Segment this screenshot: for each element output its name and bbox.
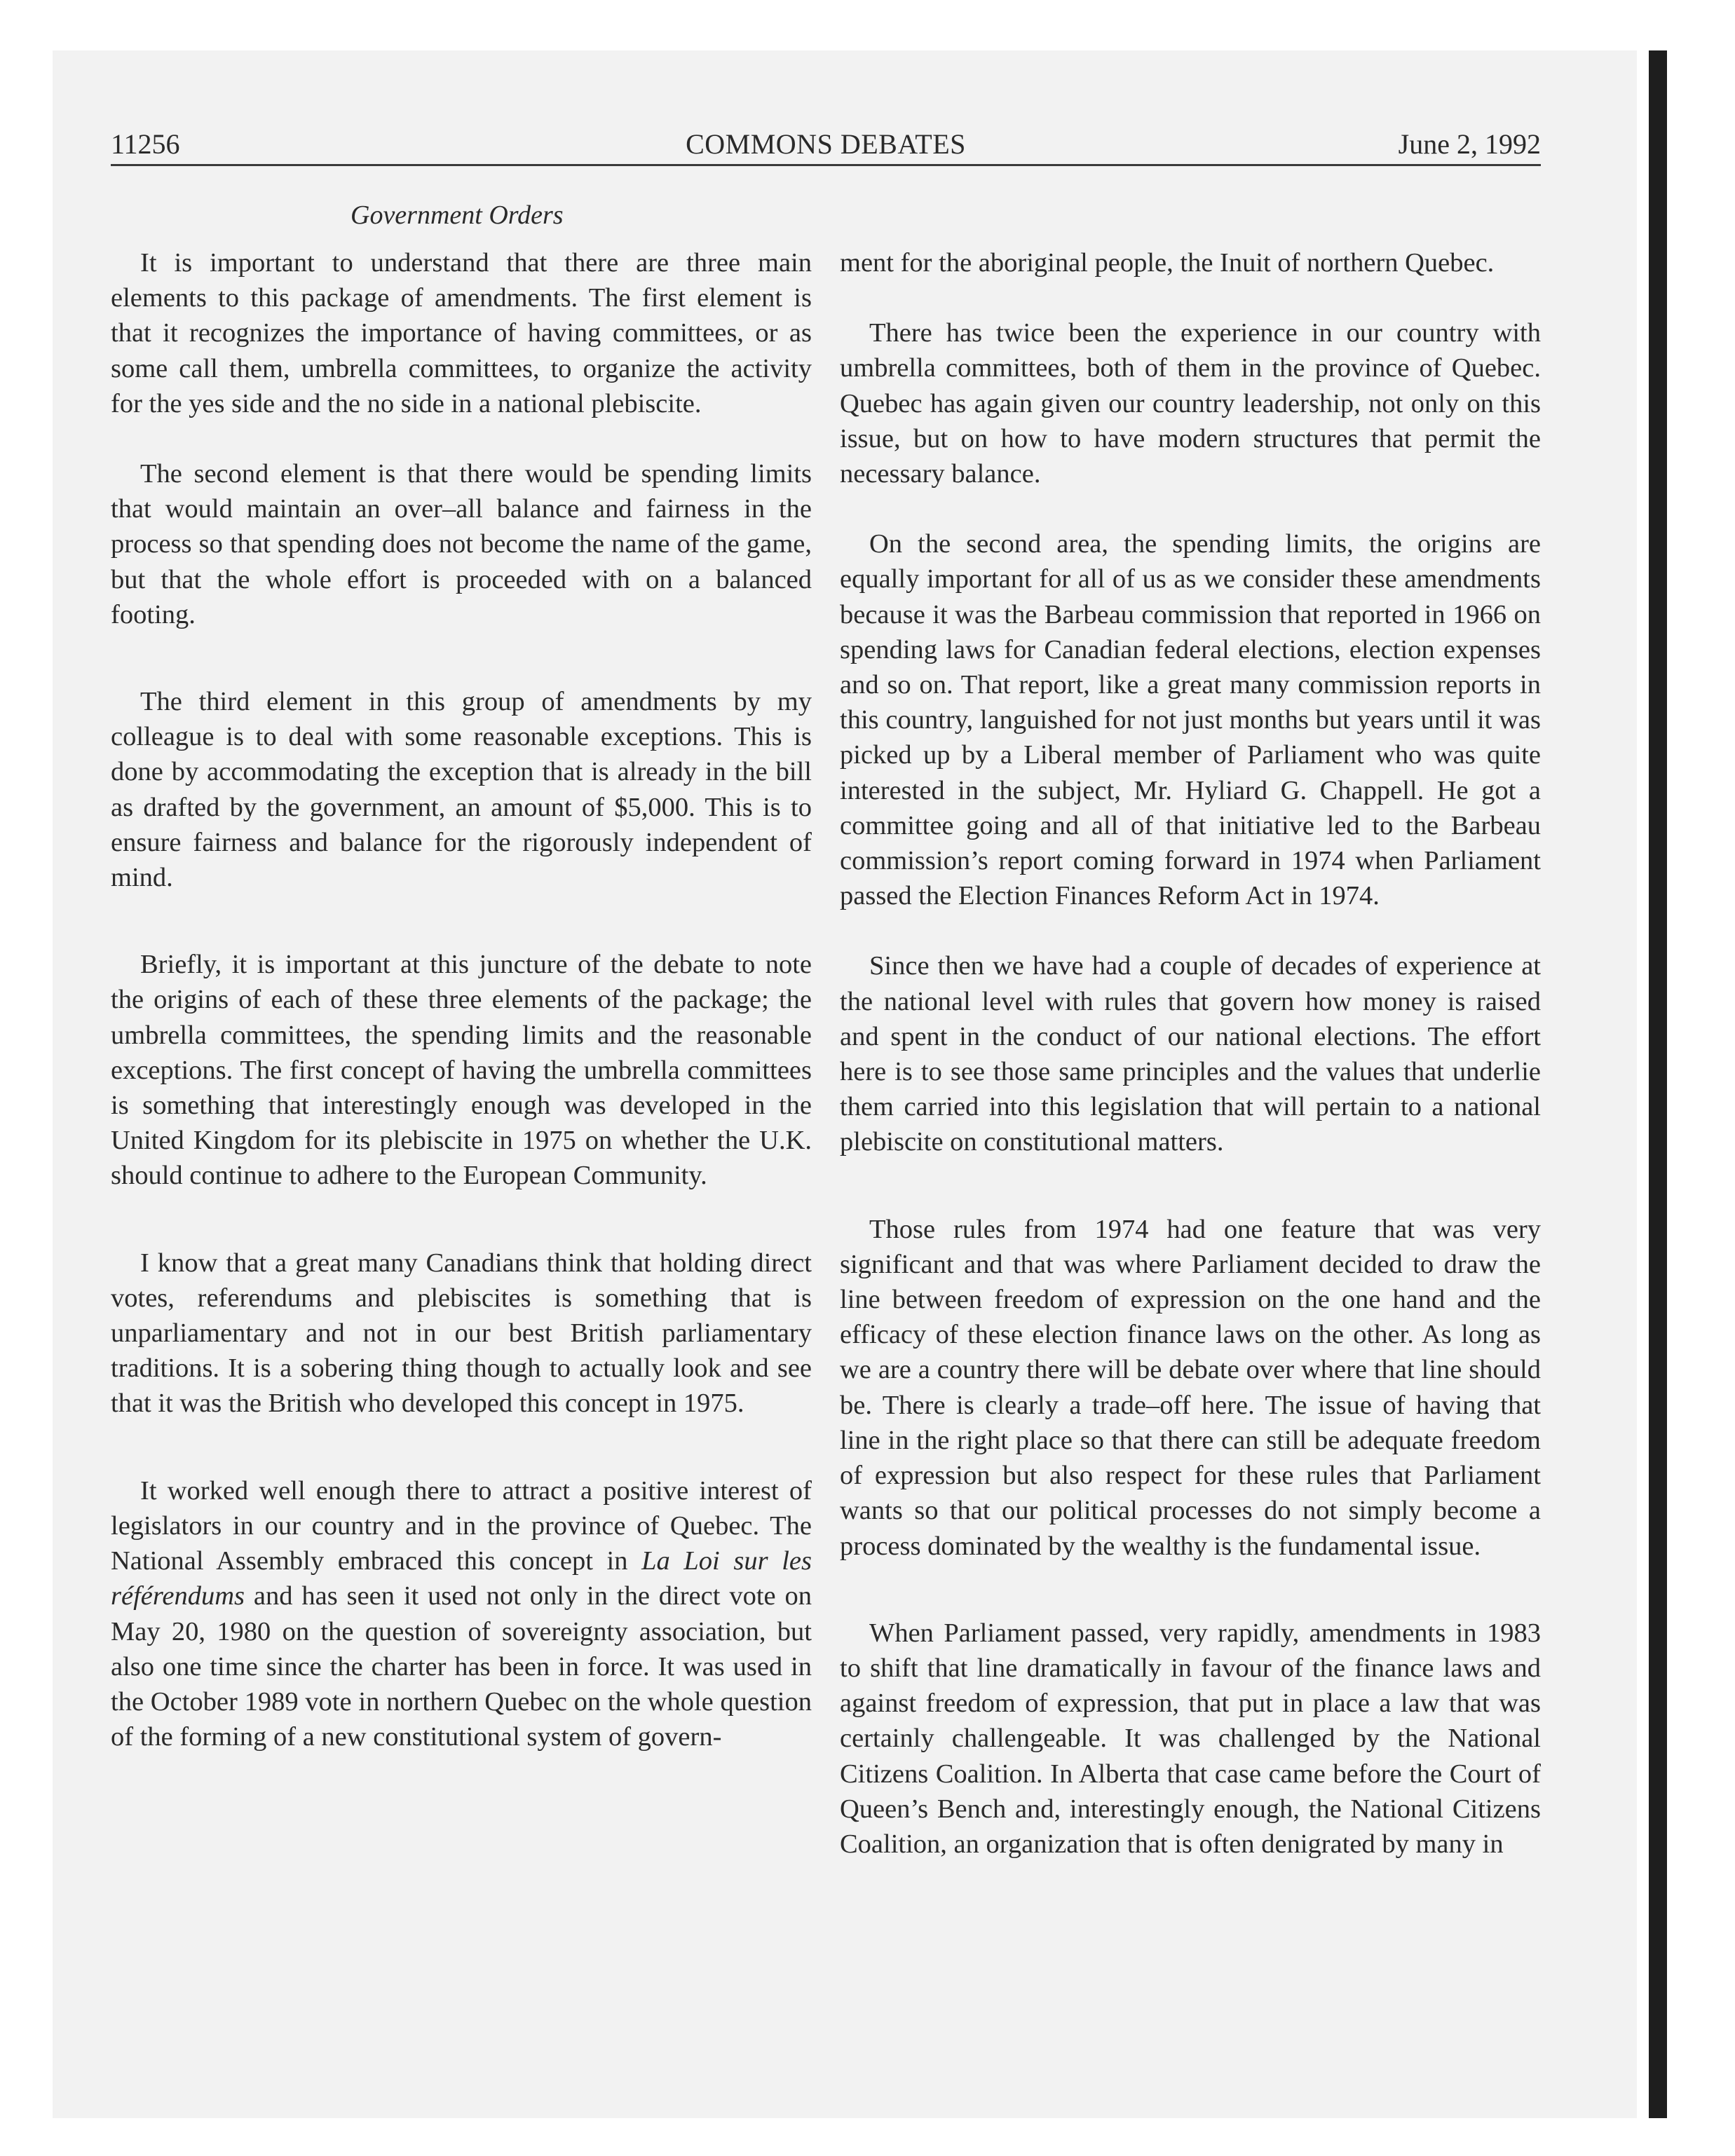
- paragraph: The third element in this group of amendments by my colleague is to deal with some reasonable exceptions. This is done by accommodating the exception that is already in the bill as drafted by the government, an amount of $5,000. This is to ensure fairness and balance for the rigorously independent of mind.: [111, 687, 812, 893]
- paragraph: When Parliament passed, very rapidly, amendments in 1983 to shift that line dramatically in favour of the finance laws and against freedom of expression, that put in place a law that was certainly challengeable. It was challenged by the National Citizens Coalition. In Alberta that case came before the Court of Queen’s Bench and, interestingly enough, the National Citizens Coalition, an organization that is often denigrated by many in: [840, 1618, 1541, 1859]
- paragraph: There has twice been the experience in our country with umbrella committees, both of them in the province of Quebec. Quebec has again given our country leadership, not only on this issue, but on how to have modern structures that permit the necessary balance.: [840, 318, 1541, 489]
- paragraph-continued: ment for the aboriginal people, the Inuit of northern Quebec.: [840, 248, 1495, 278]
- section-heading: Government Orders: [351, 200, 564, 230]
- right-column: [840, 245, 1541, 1862]
- paragraph: [111, 1473, 812, 1755]
- left-column: [111, 245, 812, 1754]
- paragraph: I know that a great many Canadians think that holding direct votes, referendums and plebiscites is something that is unparliamentary and not in our best British parliamentary traditions. It is a sobering thing though to actually look and see that it was the British who developed this concept in 1975.: [111, 1248, 812, 1419]
- paragraph: The second element is that there would be spending limits that would maintain an over–all balance and fairness in the process so that spending does not become the name of the game, but that the whole effort is proceeded with on a balanced footing.: [111, 459, 812, 629]
- paragraph: Since then we have had a couple of decades of experience at the national level with rules that govern how money is raised and spent in the conduct of our national elections. The effort here is to see those same principles and the values that underlie them carried into this legislation that will pertain to a national plebiscite on constitutional matters.: [840, 951, 1541, 1157]
- paragraph: Briefly, it is important at this juncture of the debate to note the origins of each of these three elements of the package; the umbrella committees, the spending limits and the reasonable exceptions. The first concept of having the umbrella committees is something that interestingly enough was developed in the United Kingdom for its plebiscite in 1975 on whether the U.K. should continue to adhere to the European Community.: [111, 950, 812, 1191]
- journal-title: COMMONS DEBATES: [686, 128, 966, 160]
- paragraph: On the second area, the spending limits, the origins are equally important for all of us as we consider these amendments because it was the Barbeau commission that reported in 1966 on spending laws for Canadian federal elections, election expenses and so on. That report, like a great many commission reports in this country, languished for not just months but years until it was picked up by a Liberal member of Parliament who was quite interested in the subject, Mr. Hyliard G. Chappell. He got a committee going and all of that initiative led to the Barbeau commission’s report coming forward in 1974 when Parliament passed the Election Finances Reform Act in 1974.: [840, 529, 1541, 911]
- page-number: 11256: [111, 128, 180, 160]
- paragraph-text: It worked well enough there to attract a positive interest of legislators in our country and in the province of Quebec. The National Assembly embraced this concept in: [111, 1475, 812, 1576]
- paragraph: Those rules from 1974 had one feature that was very significant and that was where Parliament decided to draw the line between freedom of expression on the one hand and the efficacy of these election finance laws on the other. As long as we are a country there will be debate over where that line should be. There is clearly a trade–off here. The issue of having that line in the right place so that there can still be adequate freedom of expression but also respect for these rules that Parliament wants so that our political processes do not simply become a process dominated by the wealthy is the fundamental issue.: [840, 1214, 1541, 1561]
- paragraph-text: and has seen it used not only in the direct vote on May 20, 1980 on the question of sovereignty association, but also one time since the charter has been in force. It was used in the October 1989 vote in northern Quebec on the whole question of the forming of a new constitutional system of govern-: [111, 1581, 812, 1752]
- running-header: [111, 125, 1541, 166]
- statute-title: La Loi sur les référendums: [111, 1546, 812, 1611]
- scan-border-edge: [1649, 50, 1667, 2118]
- paragraph: It is important to understand that there are three main elements to this package of amendments. The first element is that it recognizes the importance of having committees, or as some call them, umbrella committees, to organize the activity for the yes side and the no side in a national plebiscite.: [111, 248, 812, 418]
- issue-date: June 2, 1992: [1398, 128, 1541, 160]
